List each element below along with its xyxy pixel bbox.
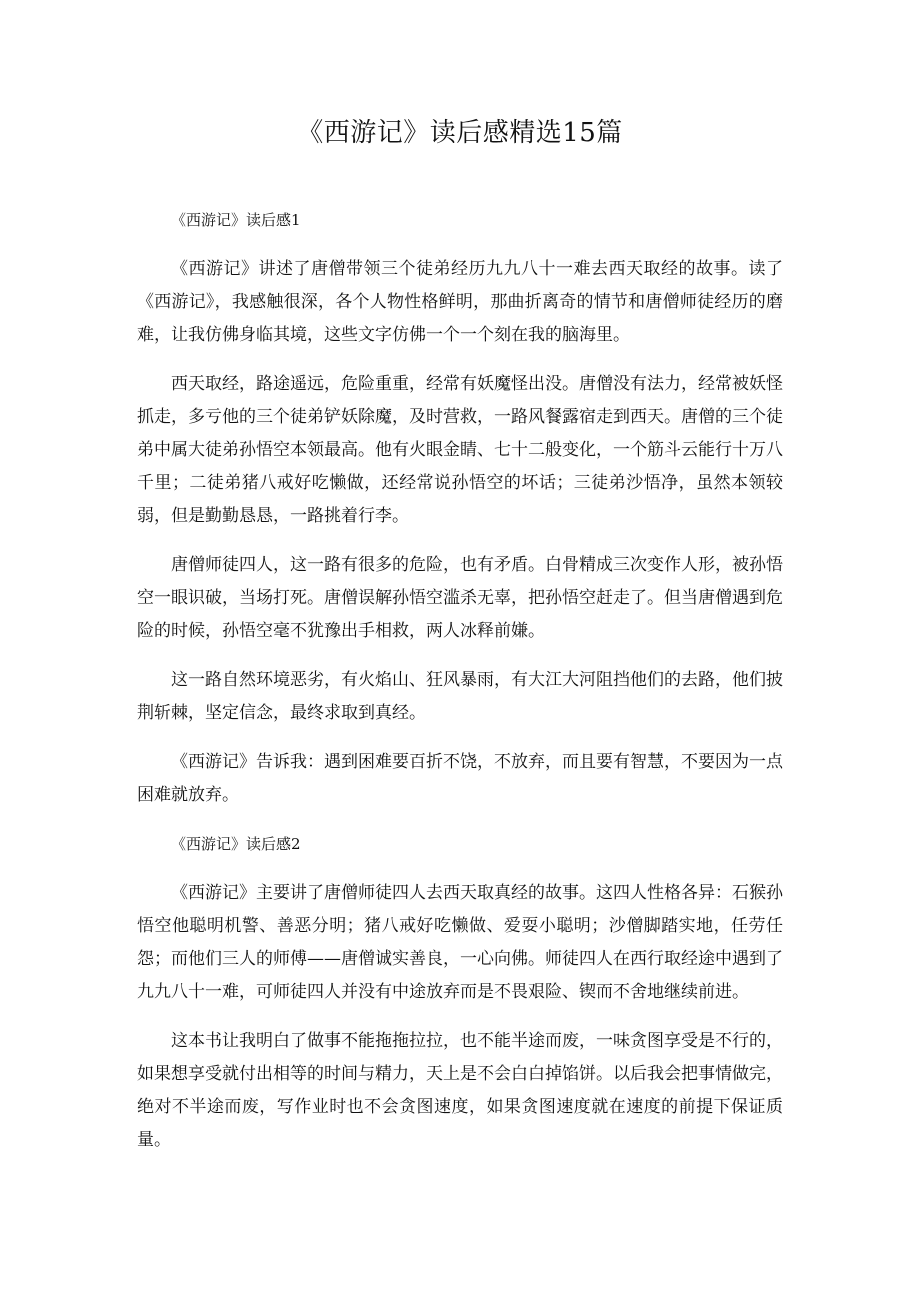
section-heading: 《西游记》读后感1: [171, 211, 301, 229]
body-paragraph: 《西游记》告诉我：遇到困难要百折不饶，不放弃，而且要有智慧，不要因为一点困难就放弃。: [137, 752, 783, 805]
document-title: 《西游记》读后感精选15篇: [297, 118, 623, 148]
section-heading: 《西游记》读后感2: [171, 835, 301, 853]
document-body: [137, 204, 783, 1173]
body-paragraph: 这本书让我明白了做事不能拖拖拉拉，也不能半途而废，一味贪图享受是不行的，如果想享受就付出相等的时间与精力，天上是不会白白掉馅饼。以后我会把事情做完，绝对不半途而废，写作业时也不会贪图速度，如果贪图速度就在速度的前提下保证质量。: [137, 1031, 783, 1150]
body-paragraph: 唐僧师徒四人，这一路有很多的危险，也有矛盾。白骨精成三次变作人形，被孙悟空一眼识破，当场打死。唐僧误解孙悟空滥杀无辜，把孙悟空赶走了。但当唐僧遇到危险的时候，孙悟空毫不犹豫出手相救，两人冰释前嫌。: [137, 555, 783, 641]
body-paragraph: 西天取经，路途遥远，危险重重，经常有妖魔怪出没。唐僧没有法力，经常被妖怪抓走，多亏他的三个徒弟铲妖除魔，及时营救，一路风餐露宿走到西天。唐僧的三个徒弟中属大徒弟孙悟空本领最高。他有火眼金睛、七十二般变化，一个筋斗云能行十万八千里；二徒弟猪八戒好吃懒做，还经常说孙悟空的坏话；三徒弟沙悟净，虽然本领较弱，但是勤勤恳恳，一路挑着行李。: [137, 374, 783, 526]
body-paragraph: 《西游记》主要讲了唐僧师徒四人去西天取真经的故事。这四人性格各异：石猴孙悟空他聪明机警、善恶分明；猪八戒好吃懒做、爱耍小聪明；沙僧脚踏实地，任劳任怨；而他们三人的师傅——唐僧诚实善良，一心向佛。师徒四人在西行取经途中遇到了九九八十一难，可师徒四人并没有中途放弃而是不畏艰险、锲而不舍地继续前进。: [137, 883, 783, 1002]
body-paragraph: 《西游记》讲述了唐僧带领三个徒弟经历九九八十一难去西天取经的故事。读了《西游记》，我感触很深，各个人物性格鲜明，那曲折离奇的情节和唐僧师徒经历的磨难，让我仿佛身临其境，这些文字仿佛一个一个刻在我的脑海里。: [137, 259, 783, 345]
body-paragraph: 这一路自然环境恶劣，有火焰山、狂风暴雨，有大江大河阻挡他们的去路，他们披荆斩棘，坚定信念，最终求取到真经。: [137, 670, 783, 723]
